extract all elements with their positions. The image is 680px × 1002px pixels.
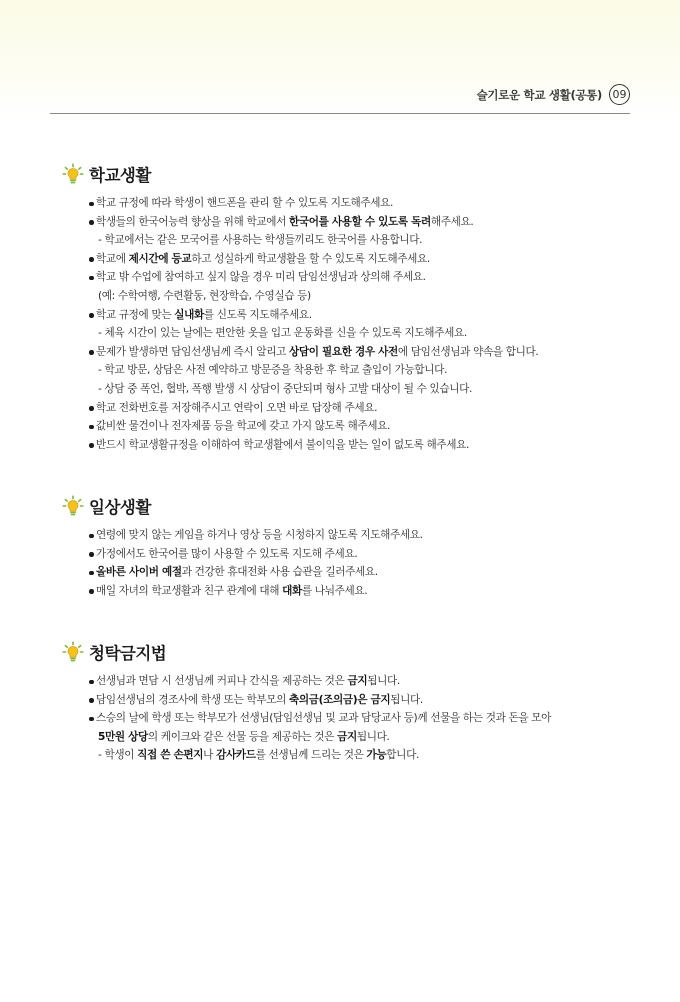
text-run: - 체육 시간이 있는 날에는 편안한 옷을 입고 운동화를 신을 수 있도록 지도해주세요. (98, 327, 467, 340)
text-run: 하고 성실하게 학교생활을 할 수 있도록 지도해주세요. (191, 252, 430, 265)
section-heading (62, 494, 622, 518)
text-run: 학교에 (96, 252, 129, 265)
bullet-item (62, 194, 622, 213)
emphasis-text: 상담이 필요한 경우 사전 (289, 345, 398, 358)
sub-note (62, 361, 622, 380)
text-run: 문제가 발생하면 담임선생님께 즉시 알리고 (96, 345, 289, 358)
text-run: 됩니다. (390, 693, 423, 706)
lightbulb-icon (62, 495, 84, 517)
text-run: 됩니다. (367, 675, 400, 687)
text-run: 학교 전화번호를 저장해주시고 연락이 오면 바로 답장해 주세요. (96, 401, 378, 414)
sub-note (62, 324, 622, 343)
bullet-item (62, 545, 622, 564)
text-run: 가정에서도 한국어를 많이 사용할 수 있도록 지도해 주세요. (96, 547, 358, 560)
section-title: 청탁금지법 (89, 644, 167, 663)
text-run: 를 신도록 지도해주세요. (203, 308, 312, 321)
text-run: 됩니다. (356, 730, 390, 743)
text-run: 스승의 날에 학생 또는 학부모가 선생님(담임선생님 및 교과 담당교사 등)께 선물을 하는 것과 돈을 모아 (96, 712, 552, 725)
lightbulb-icon (62, 641, 84, 663)
bullet-item (62, 343, 622, 362)
emphasis-text: 금지 (337, 730, 357, 743)
text-run: 학교 규정에 맞는 (96, 308, 175, 321)
emphasis-text: 직접 쓴 손편지 (137, 749, 204, 762)
text-run: 과 건강한 휴대전화 사용 습관을 길러주세요. (181, 566, 378, 579)
bullet-item (62, 250, 622, 269)
text-run: 해주세요. (430, 215, 474, 228)
bullet-item (62, 563, 622, 582)
bullet-item (62, 672, 622, 691)
header-title: 슬기로운 학교 생활(공통) (476, 87, 602, 102)
text-run: 반드시 학교생활규정을 이해하여 학교생활에서 불이익을 받는 일이 없도록 해주세요. (96, 438, 470, 451)
text-run: 에 담임선생님과 약속을 합니다. (397, 345, 539, 358)
bullet-item (62, 306, 622, 325)
emphasis-text: 감사카드 (216, 749, 256, 762)
section-heading (62, 162, 622, 186)
text-run: 합니다. (386, 749, 419, 762)
text-run: 학생들의 한국어능력 향상을 위해 학교에서 (96, 215, 289, 228)
text-run: 연령에 맞지 않는 게임을 하거나 영상 등을 시청하지 않도록 지도해주세요. (96, 529, 423, 541)
bullet-item (62, 436, 622, 455)
bullet-item (62, 399, 622, 418)
emphasis-text: 금지 (347, 675, 368, 687)
text-run: 나 (203, 749, 217, 762)
text-run: 학교 규정에 따라 학생이 핸드폰을 관리 할 수 있도록 지도해주세요. (96, 197, 394, 209)
section-title: 학교생활 (89, 166, 151, 185)
bullet-item (62, 417, 622, 436)
emphasis-text: 실내화 (174, 308, 204, 321)
emphasis-text: 한국어를 사용할 수 있도록 독려 (289, 215, 431, 228)
sub-note (62, 746, 622, 765)
text-run: 값비싼 물건이나 전자제품 등을 학교에 갖고 가지 않도록 해주세요. (96, 420, 391, 433)
section-heading (62, 640, 622, 664)
text-run: 의 케이크와 같은 선물 등을 제공하는 것은 (147, 730, 338, 743)
text-run: - 상담 중 폭언, 협박, 폭행 발생 시 상담이 중단되며 형사 고발 대상이 될 수 있습니다. (98, 382, 473, 395)
text-run: 를 나눠주세요. (301, 584, 368, 597)
bullet-item (62, 213, 622, 232)
text-run: - 학교에서는 같은 모국어를 사용하는 학생들끼리도 한국어를 사용합니다. (98, 234, 423, 247)
page-number-badge: 09 (609, 84, 630, 105)
emphasis-text: 올바른 사이버 예절 (96, 566, 182, 579)
text-run: 담임선생님의 경조사에 학생 또는 학부모의 (96, 693, 289, 706)
emphasis-text: 5만원 상당 (98, 730, 148, 743)
bullet-item (62, 526, 622, 545)
section-daily-life (62, 494, 622, 600)
text-run: 매일 자녀의 학교생활과 친구 관계에 대해 (96, 584, 283, 597)
text-run: - 학교 방문, 상담은 사전 예약하고 방문증을 착용한 후 학교 출입이 가능합니다. (98, 364, 448, 377)
text-run: 선생님과 면담 시 선생님께 커피나 간식을 제공하는 것은 (96, 675, 348, 687)
text-run: (예: 수학여행, 수련활동, 현장학습, 수영실습 등) (98, 289, 311, 302)
emphasis-text: 대화 (282, 584, 302, 597)
emphasis-text: 제시간에 등교 (128, 252, 192, 265)
sub-note (62, 728, 622, 747)
text-run: - 학생이 (98, 749, 138, 762)
section-title: 일상생활 (89, 498, 151, 517)
bullet-item (62, 582, 622, 601)
bullet-item (62, 709, 622, 728)
emphasis-text: 축의금(조의금)은 금지 (289, 693, 391, 706)
bullet-item (62, 268, 622, 287)
section-school-life (62, 162, 622, 454)
page-header (477, 84, 630, 105)
sub-note (62, 380, 622, 399)
header-divider (50, 113, 630, 114)
sub-note (62, 287, 622, 306)
sub-note (62, 231, 622, 250)
bullet-item (62, 691, 622, 710)
emphasis-text: 가능 (366, 749, 387, 762)
text-run: 학교 밖 수업에 참여하고 싶지 않을 경우 미리 담임선생님과 상의해 주세요. (96, 271, 426, 284)
section-anti-graft-law (62, 640, 622, 765)
text-run: 를 선생님께 드리는 것은 (255, 749, 367, 762)
lightbulb-icon (62, 163, 84, 185)
